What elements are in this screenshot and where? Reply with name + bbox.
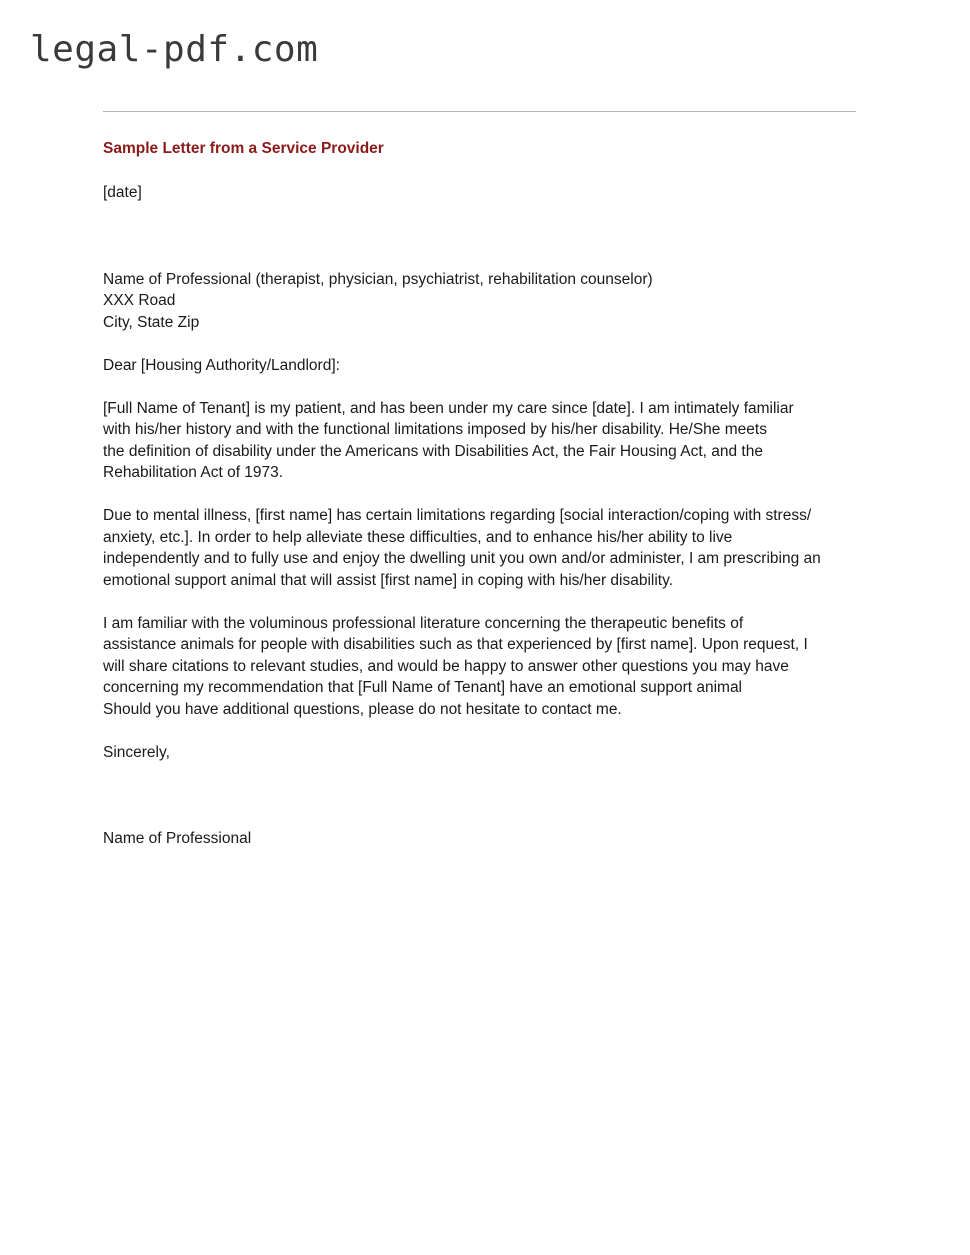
closing: Sincerely, bbox=[103, 743, 170, 761]
paragraph-line: independently and to fully use and enjoy the dwelling unit you own and/or administer, I am prescribing an bbox=[103, 550, 821, 567]
paragraph-3 bbox=[103, 613, 863, 721]
address-line: XXX Road bbox=[103, 292, 176, 309]
paragraph-line: concerning my recommendation that [Full Name of Tenant] have an emotional support animal bbox=[103, 679, 743, 696]
paragraph-1 bbox=[103, 398, 863, 484]
paragraph-line: assistance animals for people with disabilities such as that experienced by [first name]. Upon request, I bbox=[103, 636, 808, 653]
paragraph-line: emotional support animal that will assist [first name] in coping with his/her disability. bbox=[103, 571, 674, 589]
paragraph-line: with his/her history and with the functional limitations imposed by his/her disability. He/She meets bbox=[103, 421, 767, 438]
address-line: City, State Zip bbox=[103, 313, 200, 331]
paragraph-2 bbox=[103, 505, 863, 591]
paragraph-line: will share citations to relevant studies, and would be happy to answer other questions you may have bbox=[103, 657, 789, 675]
letter-body bbox=[103, 138, 863, 850]
paragraph-line: [Full Name of Tenant] is my patient, and has been under my care since [date]. I am intimately familiar bbox=[103, 399, 794, 417]
letter-date: [date] bbox=[103, 184, 142, 201]
paragraph-line: Should you have additional questions, please do not hesitate to contact me. bbox=[103, 700, 622, 718]
letter-title: Sample Letter from a Service Provider bbox=[103, 140, 384, 157]
paragraph-line: Due to mental illness, [first name] has certain limitations regarding [social interaction/coping with stress/ bbox=[103, 507, 812, 524]
paragraph-line: Rehabilitation Act of 1973. bbox=[103, 464, 284, 481]
salutation: Dear [Housing Authority/Landlord]: bbox=[103, 356, 340, 374]
watermark-text: legal-pdf.com bbox=[30, 29, 319, 70]
paragraph-line: I am familiar with the voluminous professional literature concerning the therapeutic benefits of bbox=[103, 614, 744, 632]
signature-name: Name of Professional bbox=[103, 830, 252, 847]
paragraph-line: anxiety, etc.]. In order to help alleviate these difficulties, and to enhance his/her ability to live bbox=[103, 528, 733, 546]
recipient-address bbox=[103, 269, 863, 334]
paragraph-line: the definition of disability under the Americans with Disabilities Act, the Fair Housing Act, and the bbox=[103, 442, 763, 460]
address-line: Name of Professional (therapist, physician, psychiatrist, rehabilitation counselor) bbox=[103, 270, 653, 288]
horizontal-divider bbox=[103, 111, 856, 112]
